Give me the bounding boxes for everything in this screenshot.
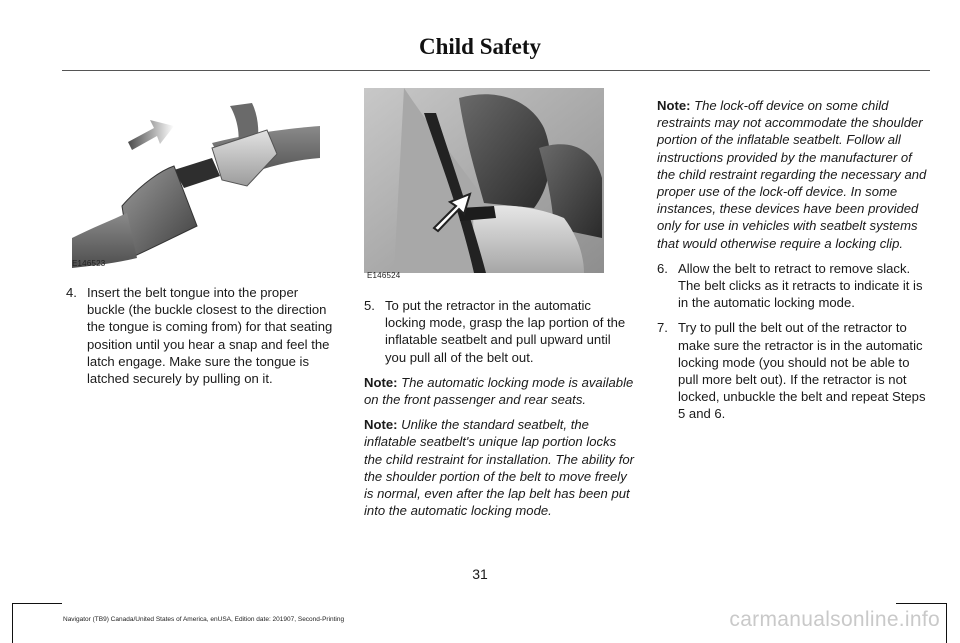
step-number: 6.	[657, 260, 668, 276]
note-label: Note:	[364, 417, 398, 433]
crop-mark	[946, 603, 947, 643]
step-text: Try to pull the belt out of the retractor to make sure the retractor is in the automatic locking mode (you should not be able to pull more belt out). If the retractor is not locked, unbuckle the belt and repeat Steps 5 and 6.	[678, 320, 926, 422]
note-text: The automatic locking mode is available on the front passenger and rear seats.	[364, 374, 634, 408]
buckle-drawing	[62, 88, 328, 273]
step-4	[66, 284, 338, 387]
step-number: 7.	[657, 320, 668, 336]
figure-buckle-illustration	[62, 88, 328, 273]
page-number: 31	[472, 566, 488, 582]
column-right	[657, 97, 931, 431]
step-6	[657, 260, 931, 312]
crop-mark	[896, 603, 946, 604]
step-text: Insert the belt tongue into the proper buckle (the buckle closest to the direction the tongue is coming from) for that seating position until you hear a snap and feel the latch engage. Make sure the tongue is latched securely by pulling on it.	[87, 285, 333, 387]
note-label: Note:	[657, 98, 691, 113]
figure-child-seat-illustration	[364, 88, 604, 273]
note-locking-mode	[364, 374, 634, 408]
crop-mark	[12, 603, 13, 643]
header-rule	[62, 70, 930, 71]
step-7	[657, 319, 931, 422]
column-middle	[364, 297, 634, 527]
step-number: 5.	[364, 298, 375, 313]
step-number: 4.	[66, 285, 77, 300]
step-text: To put the retractor in the automatic locking mode, grasp the lap portion of the inflatable seatbelt and pull upward until you pull all of the belt out.	[385, 298, 626, 365]
note-inflatable-lap	[364, 416, 634, 519]
note-lock-off-device	[657, 97, 931, 252]
step-5	[364, 297, 634, 366]
note-text: The lock-off device on some child restraints may not accommodate the shoulder portion of the inflatable seatbelt. Follow all instructions provided by the manufacturer of the child restraint regarding the necessary and proper use of the lock-off device. In some instances, these devices have been provided only for use in vehicles with seatbelt systems that would otherwise require a locking clip.	[657, 98, 927, 251]
page-title: Child Safety	[418, 34, 542, 59]
step-text: Allow the belt to retract to remove slack. The belt clicks as it retracts to indicate it is in the automatic locking mode.	[678, 260, 923, 311]
crop-mark	[12, 603, 62, 604]
child-seat-drawing	[364, 88, 604, 273]
figure-code-2: E146524	[367, 271, 401, 280]
note-label: Note:	[364, 374, 398, 390]
edition-footer: Navigator (TB9) Canada/United States of America, enUSA, Edition date: 201907, Second-Printing	[63, 616, 345, 623]
watermark: carmanualsonline.info	[729, 608, 940, 631]
column-left	[66, 284, 338, 395]
note-text: Unlike the standard seatbelt, the inflatable seatbelt's unique lap portion locks the child restraint for installation. The ability for the shoulder portion of the belt to move freely is normal, even after the lap belt has been put into the automatic locking mode.	[364, 417, 635, 519]
figure-code-1: E146523	[72, 259, 106, 268]
